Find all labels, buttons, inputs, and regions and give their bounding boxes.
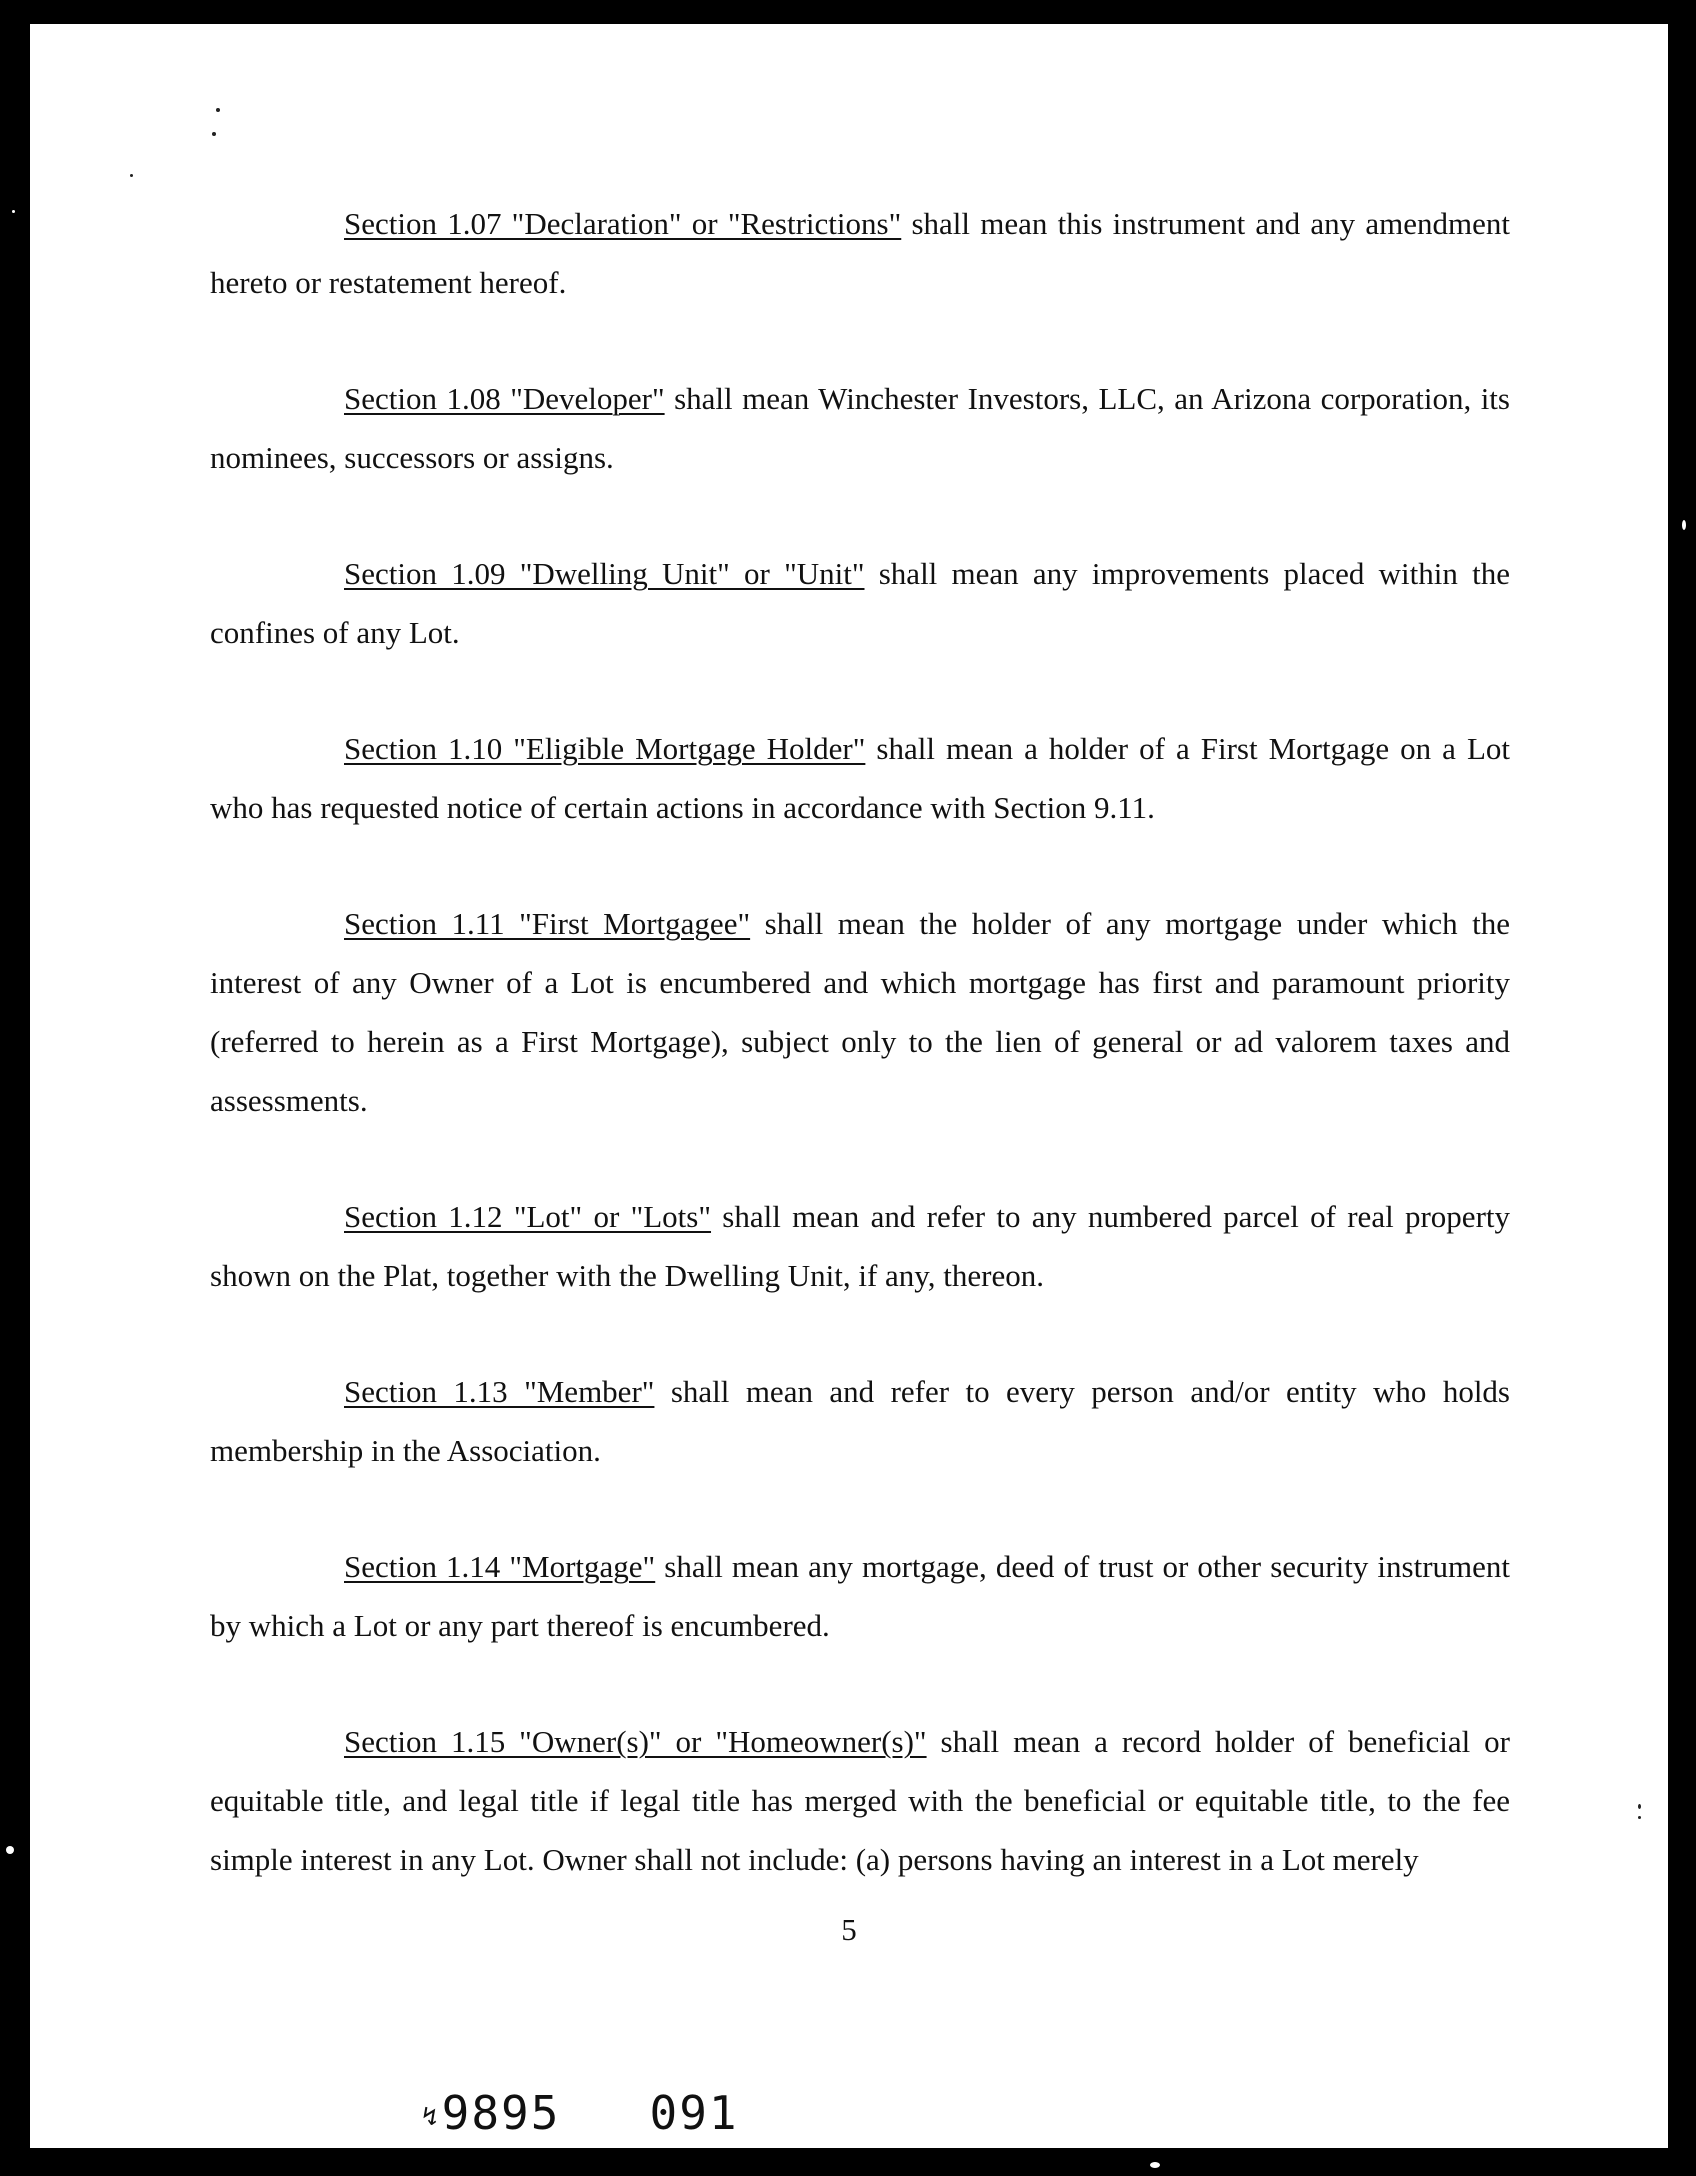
section-text: shall mean any improvements placed within the confines of any Lot.: [210, 556, 1510, 650]
section-heading: Section 1.13 "Member": [344, 1374, 655, 1409]
section-1-10: [210, 719, 1510, 837]
page-number: 5: [841, 1912, 857, 1947]
section-1-14: [210, 1537, 1510, 1655]
stamp-number-b: 091: [649, 2086, 739, 2140]
section-text: shall mean and refer to every person and/or entity who holds membership in the Association.: [210, 1374, 1511, 1468]
section-heading: Section 1.15 "Owner(s)" or "Homeowner(s)": [344, 1724, 927, 1759]
section-1-07: [210, 194, 1510, 312]
document-body: [210, 194, 1510, 1946]
section-heading: Section 1.12 "Lot" or "Lots": [344, 1199, 712, 1234]
section-text: shall mean this instrument and any amendment hereto or restatement hereof.: [210, 206, 1511, 300]
section-heading: Section 1.11 "First Mortgagee": [344, 906, 751, 941]
section-1-09: [210, 544, 1510, 662]
section-heading: Section 1.07 "Declaration" or "Restrictions": [344, 206, 902, 241]
section-1-15: [210, 1712, 1510, 1889]
section-text: shall mean Winchester Investors, LLC, an Arizona corporation, its nominees, successors or assigns.: [210, 381, 1510, 475]
document-page: [30, 24, 1668, 2148]
section-text: shall mean a holder of a First Mortgage on a Lot who has requested notice of certain actions in accordance with Section 9.11.: [210, 731, 1510, 825]
stamp-number-a: 9895: [441, 2086, 561, 2140]
section-text: shall mean and refer to any numbered parcel of real property shown on the Plat, together with the Dwelling Unit, if any, thereon.: [210, 1199, 1511, 1293]
section-1-08: [210, 369, 1510, 487]
scan-speck: [216, 108, 220, 112]
section-text: shall mean the holder of any mortgage under which the interest of any Owner of a Lot is encumbered and which mortgage has first and paramount priority (referred to herein as a First Mortgage), subject only to the lien of general or ad valorem taxes and assessments.: [210, 906, 1510, 1118]
scan-speck: [1638, 1816, 1641, 1819]
section-heading: Section 1.14 "Mortgage": [344, 1549, 656, 1584]
section-1-12: [210, 1187, 1510, 1305]
section-heading: Section 1.09 "Dwelling Unit" or "Unit": [344, 556, 865, 591]
section-text: shall mean a record holder of beneficial or equitable title, and legal title if legal title has merged with the beneficial or equitable title, to the fee simple interest in any Lot. Owner shall not include: (a) persons having an interest in a Lot merely: [210, 1724, 1510, 1877]
stamp-mark: ↯: [422, 2101, 440, 2132]
border-speck: [1150, 2162, 1160, 2168]
scan-speck: [212, 132, 216, 136]
section-heading: Section 1.08 "Developer": [344, 381, 665, 416]
border-speck: [6, 1846, 14, 1854]
scan-speck: [1638, 1804, 1641, 1809]
section-text: shall mean any mortgage, deed of trust or other security instrument by which a Lot or any part thereof is encumbered.: [210, 1549, 1510, 1643]
border-speck: [1682, 520, 1686, 530]
border-speck: [12, 210, 15, 213]
section-1-13: [210, 1362, 1510, 1480]
section-1-11: [210, 894, 1510, 1130]
section-heading: Section 1.10 "Eligible Mortgage Holder": [344, 731, 866, 766]
document-stamp-number: [422, 2086, 739, 2140]
scan-speck: [130, 174, 133, 177]
